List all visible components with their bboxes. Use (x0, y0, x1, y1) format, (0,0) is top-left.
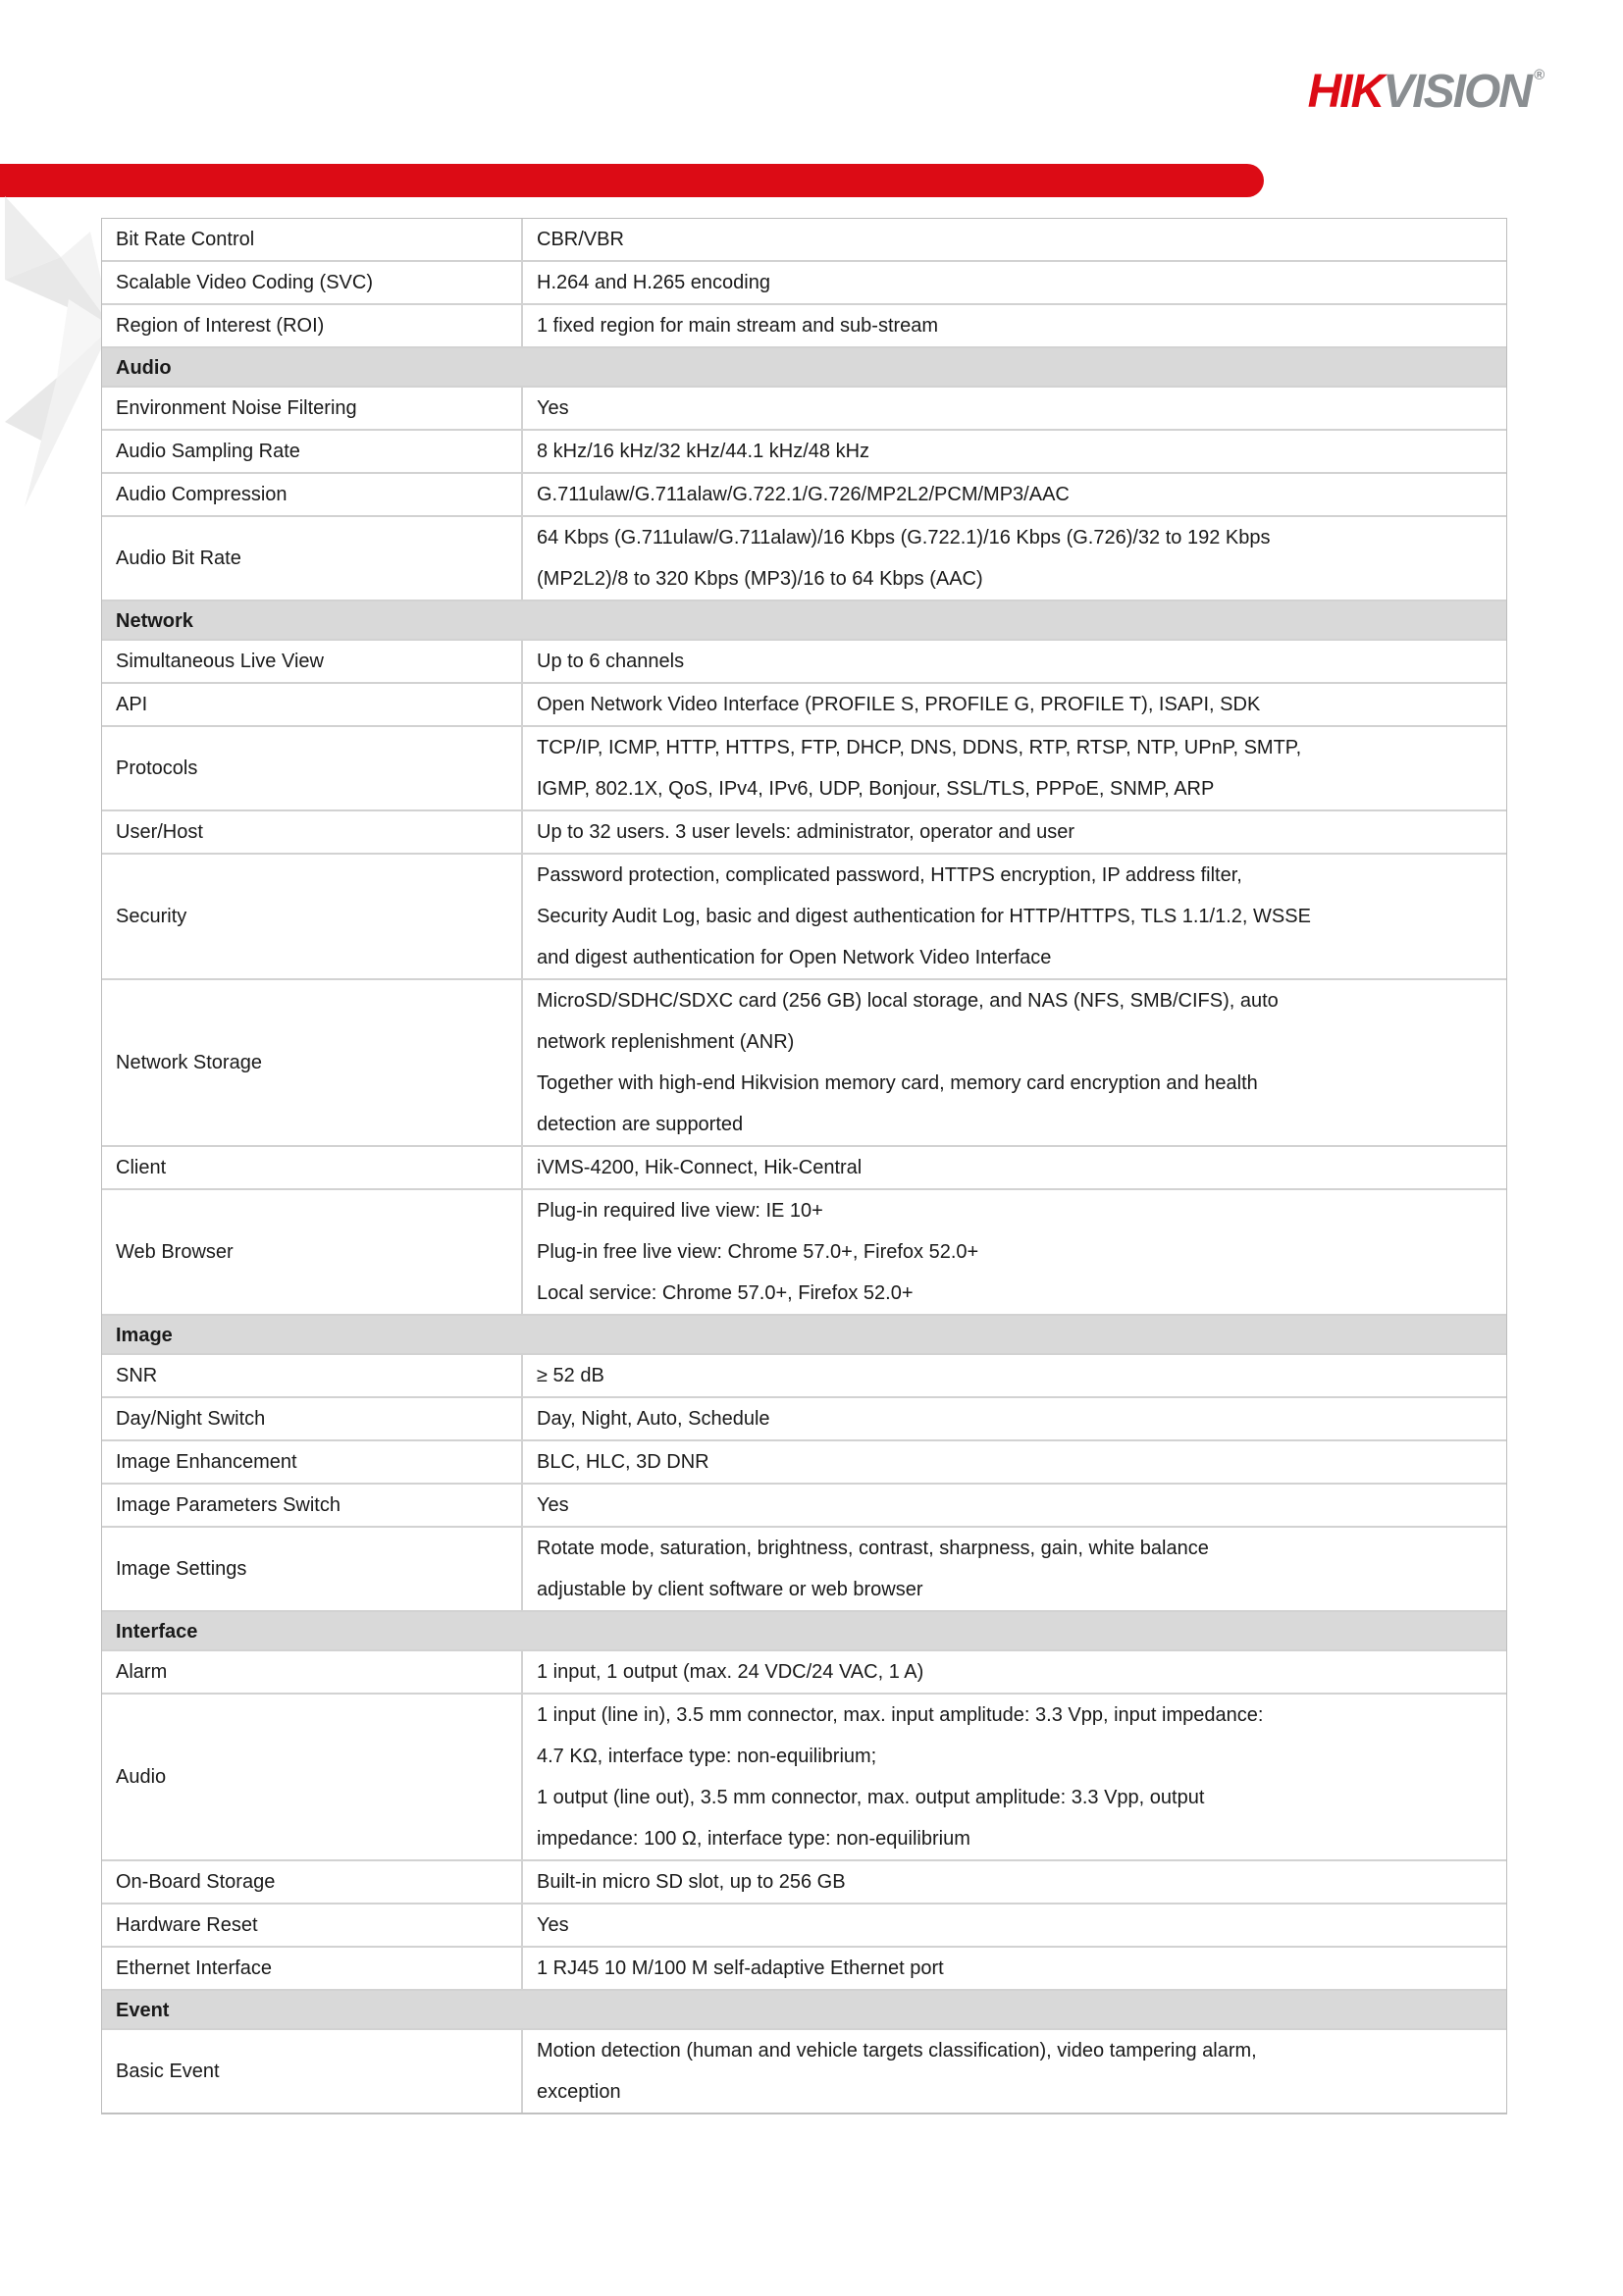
hikvision-logo (1308, 65, 1544, 119)
spec-row (102, 684, 1506, 727)
spec-value (523, 2030, 1506, 2113)
spec-value-line: Plug-in free live view: Chrome 57.0+, Firefox 52.0+ (537, 1241, 979, 1263)
spec-value-line: (MP2L2)/8 to 320 Kbps (MP3)/16 to 64 Kbps (AAC) (537, 568, 983, 590)
spec-label: Ethernet Interface (102, 1948, 523, 1989)
section-header: Network (102, 601, 1506, 641)
spec-row (102, 811, 1506, 855)
spec-value-line: 1 input, 1 output (max. 24 VDC/24 VAC, 1 A) (537, 1661, 924, 1683)
spec-label: User/Host (102, 811, 523, 853)
spec-row (102, 219, 1506, 262)
spec-label: SNR (102, 1355, 523, 1396)
spec-value (523, 1948, 1506, 1989)
spec-row (102, 727, 1506, 811)
spec-row (102, 641, 1506, 684)
spec-value (523, 219, 1506, 260)
spec-row (102, 305, 1506, 348)
spec-label: Security (102, 855, 523, 978)
spec-row (102, 388, 1506, 431)
red-banner (0, 164, 1264, 197)
spec-value (523, 1861, 1506, 1903)
spec-value-line: 4.7 KΩ, interface type: non-equilibrium; (537, 1746, 877, 1767)
spec-value (523, 1190, 1506, 1314)
spec-value-line: Plug-in required live view: IE 10+ (537, 1200, 823, 1222)
spec-value (523, 1398, 1506, 1439)
spec-row (102, 980, 1506, 1147)
section-header: Interface (102, 1612, 1506, 1651)
spec-value-line: Yes (537, 1914, 569, 1936)
spec-row (102, 1441, 1506, 1485)
spec-label: Basic Event (102, 2030, 523, 2113)
spec-value (523, 980, 1506, 1145)
spec-row (102, 1485, 1506, 1528)
spec-table (101, 218, 1507, 2114)
logo-vision-text: VISION (1383, 66, 1531, 118)
spec-value-line: CBR/VBR (537, 229, 624, 250)
spec-label: Protocols (102, 727, 523, 809)
spec-value (523, 1528, 1506, 1610)
spec-value-line: BLC, HLC, 3D DNR (537, 1451, 709, 1473)
spec-value (523, 1485, 1506, 1526)
spec-label: Network Storage (102, 980, 523, 1145)
spec-value-line: Day, Night, Auto, Schedule (537, 1408, 770, 1430)
spec-value-line: iVMS-4200, Hik-Connect, Hik-Central (537, 1157, 863, 1178)
spec-value (523, 1355, 1506, 1396)
spec-value (523, 811, 1506, 853)
spec-value (523, 1441, 1506, 1483)
spec-value-line: Up to 6 channels (537, 651, 685, 672)
spec-row (102, 474, 1506, 517)
spec-label: Audio Compression (102, 474, 523, 515)
spec-label: Image Enhancement (102, 1441, 523, 1483)
spec-label: Audio Sampling Rate (102, 431, 523, 472)
spec-value-line: impedance: 100 Ω, interface type: non-equilibrium (537, 1828, 970, 1850)
spec-label: Image Settings (102, 1528, 523, 1610)
logo-hik-text: HIK (1307, 66, 1384, 118)
spec-value-line: Rotate mode, saturation, brightness, contrast, sharpness, gain, white balance (537, 1538, 1209, 1559)
spec-value (523, 262, 1506, 303)
spec-value-line: Password protection, complicated password, HTTPS encryption, IP address filter, (537, 864, 1242, 886)
spec-row (102, 1695, 1506, 1861)
spec-value (523, 388, 1506, 429)
spec-row (102, 1861, 1506, 1905)
spec-value-line: and digest authentication for Open Network Video Interface (537, 947, 1052, 968)
spec-value-line: 8 kHz/16 kHz/32 kHz/44.1 kHz/48 kHz (537, 441, 870, 462)
section-header: Audio (102, 348, 1506, 388)
spec-value-line: MicroSD/SDHC/SDXC card (256 GB) local storage, and NAS (NFS, SMB/CIFS), auto (537, 990, 1279, 1012)
spec-label: Environment Noise Filtering (102, 388, 523, 429)
spec-value (523, 517, 1506, 600)
spec-row (102, 1355, 1506, 1398)
spec-value-line: G.711ulaw/G.711alaw/G.722.1/G.726/MP2L2/PCM/MP3/AAC (537, 484, 1070, 505)
spec-value (523, 431, 1506, 472)
spec-label: Image Parameters Switch (102, 1485, 523, 1526)
spec-row (102, 262, 1506, 305)
spec-label: Region of Interest (ROI) (102, 305, 523, 346)
spec-value-line: Together with high-end Hikvision memory card, memory card encryption and health (537, 1072, 1258, 1094)
spec-value-line: detection are supported (537, 1114, 744, 1135)
spec-value-line: Motion detection (human and vehicle targets classification), video tampering alarm, (537, 2040, 1257, 2061)
spec-value-line: exception (537, 2081, 621, 2103)
spec-value-line: Open Network Video Interface (PROFILE S, PROFILE G, PROFILE T), ISAPI, SDK (537, 694, 1261, 715)
spec-label: On-Board Storage (102, 1861, 523, 1903)
spec-row (102, 1905, 1506, 1948)
spec-row (102, 1190, 1506, 1316)
spec-value-line: 64 Kbps (G.711ulaw/G.711alaw)/16 Kbps (G.722.1)/16 Kbps (G.726)/32 to 192 Kbps (537, 527, 1271, 548)
spec-value-line: Built-in micro SD slot, up to 256 GB (537, 1871, 846, 1893)
spec-value (523, 1651, 1506, 1693)
spec-value-line: IGMP, 802.1X, QoS, IPv4, IPv6, UDP, Bonjour, SSL/TLS, PPPoE, SNMP, ARP (537, 778, 1215, 800)
spec-value-line: Security Audit Log, basic and digest authentication for HTTP/HTTPS, TLS 1.1/1.2, WSSE (537, 906, 1311, 927)
spec-label: Alarm (102, 1651, 523, 1693)
spec-row (102, 855, 1506, 980)
spec-label: Audio Bit Rate (102, 517, 523, 600)
spec-value-line: Up to 32 users. 3 user levels: administrator, operator and user (537, 821, 1075, 843)
spec-value-line: 1 output (line out), 3.5 mm connector, max. output amplitude: 3.3 Vpp, output (537, 1787, 1205, 1808)
spec-label: Simultaneous Live View (102, 641, 523, 682)
spec-label: API (102, 684, 523, 725)
spec-value (523, 855, 1506, 978)
spec-value (523, 1905, 1506, 1946)
spec-label: Audio (102, 1695, 523, 1859)
spec-row (102, 1147, 1506, 1190)
spec-row (102, 2030, 1506, 2113)
spec-value-line: Yes (537, 1494, 569, 1516)
section-header: Image (102, 1316, 1506, 1355)
spec-value-line: TCP/IP, ICMP, HTTP, HTTPS, FTP, DHCP, DNS, DDNS, RTP, RTSP, NTP, UPnP, SMTP, (537, 737, 1302, 758)
spec-value-line: H.264 and H.265 encoding (537, 272, 770, 293)
spec-row (102, 1398, 1506, 1441)
spec-value-line: network replenishment (ANR) (537, 1031, 795, 1053)
spec-value-line: 1 fixed region for main stream and sub-stream (537, 315, 939, 337)
spec-row (102, 1651, 1506, 1695)
spec-value-line: Local service: Chrome 57.0+, Firefox 52.0+ (537, 1282, 914, 1304)
spec-row (102, 1948, 1506, 1991)
spec-value (523, 305, 1506, 346)
spec-value (523, 727, 1506, 809)
spec-value-line: ≥ 52 dB (537, 1365, 604, 1386)
spec-value (523, 1695, 1506, 1859)
spec-value (523, 1147, 1506, 1188)
spec-value (523, 684, 1506, 725)
spec-value-line: adjustable by client software or web browser (537, 1579, 923, 1600)
spec-value-line: Yes (537, 397, 569, 419)
spec-value (523, 641, 1506, 682)
spec-label: Web Browser (102, 1190, 523, 1314)
spec-label: Hardware Reset (102, 1905, 523, 1946)
spec-label: Day/Night Switch (102, 1398, 523, 1439)
spec-label: Scalable Video Coding (SVC) (102, 262, 523, 303)
spec-row (102, 517, 1506, 601)
section-header: Event (102, 1991, 1506, 2030)
spec-label: Bit Rate Control (102, 219, 523, 260)
spec-row (102, 1528, 1506, 1612)
registered-trademark-icon: ® (1533, 67, 1544, 83)
spec-value-line: 1 input (line in), 3.5 mm connector, max. input amplitude: 3.3 Vpp, input impedance: (537, 1704, 1264, 1726)
spec-value-line: 1 RJ45 10 M/100 M self-adaptive Ethernet port (537, 1957, 944, 1979)
spec-label: Client (102, 1147, 523, 1188)
spec-row (102, 431, 1506, 474)
spec-value (523, 474, 1506, 515)
